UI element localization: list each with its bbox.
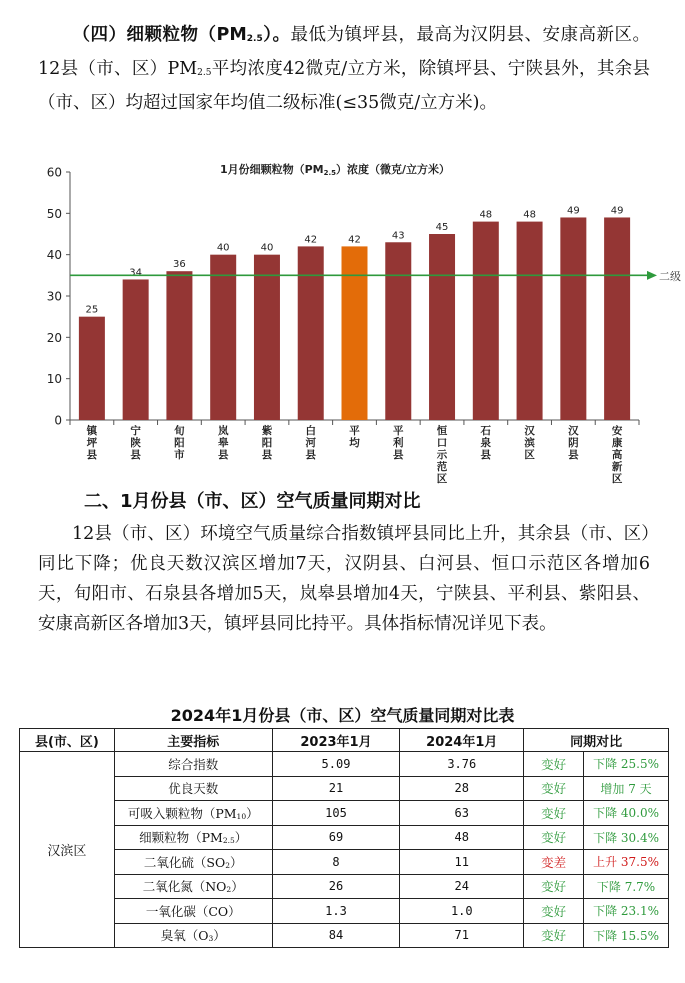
data-label: 25 <box>85 304 99 316</box>
category-label: 石泉县 <box>480 425 492 461</box>
comparison-table <box>19 728 669 948</box>
bar <box>342 246 368 420</box>
category-label: 平利县 <box>393 425 404 461</box>
bar <box>166 271 192 420</box>
bar <box>560 217 586 420</box>
header-2024: 2024年1月 <box>400 729 524 752</box>
chart-title: 1月份细颗粒物（PM2.5）浓度（微克/立方米） <box>219 163 451 177</box>
table-row <box>20 874 669 899</box>
section-heading-comparison: 二、1月份县（市、区）空气质量同期对比 <box>84 491 421 512</box>
data-label: 45 <box>435 222 449 233</box>
data-label: 40 <box>260 242 274 254</box>
change-cell: 下降 7.7% <box>584 874 669 899</box>
category-label: 汉滨区 <box>524 425 535 461</box>
y-tick-label: 20 <box>46 330 62 345</box>
reference-arrow <box>647 271 657 280</box>
table-title: 2024年1月份县（市、区）空气质量同期对比表 <box>170 706 515 725</box>
indicator-name: 二氧化硫$(SO_2)$ <box>114 850 272 875</box>
data-label: 48 <box>523 209 536 221</box>
change-cell: 增加 7 天 <box>584 776 669 801</box>
category-label: 恒口示范区 <box>436 425 448 485</box>
value-2024: 1.0 <box>400 899 524 924</box>
table-header-row <box>20 729 669 752</box>
trend-cell: 变好 <box>524 899 584 924</box>
value-2024: 24 <box>400 874 524 899</box>
pm25-paragraph <box>38 20 650 118</box>
table-row <box>20 850 669 875</box>
data-label: 40 <box>216 242 230 254</box>
category-label: 镇坪县 <box>86 425 98 461</box>
category-label: 平均 <box>349 425 360 449</box>
category-label: 紫阳县 <box>261 425 273 461</box>
indicator-name: 综合指数 <box>114 752 272 777</box>
bar <box>604 217 630 420</box>
value-2023: 5.09 <box>272 752 400 777</box>
trend-cell: 变好 <box>524 923 584 948</box>
change-cell: 下降 30.4% <box>584 825 669 850</box>
indicator-name: 细颗粒物$(PM_{2.5})$ <box>114 825 272 850</box>
comparison-paragraph: 12县（市、区）环境空气质量综合指数镇坪县同比上升，其余县（市、区）同比下降；优良天数汉滨区增加7天，汉阴县、白河县、恒口示范区各增加6天，旬阳市、石泉县各增加5天，岚皋县增加4天，宁陕县、平利县、紫阳县、安康高新区各增加3天，镇坪县同比持平。具体指标情况详见下表。 <box>38 524 650 634</box>
data-label: 42 <box>304 234 318 246</box>
table-row <box>20 776 669 801</box>
bar <box>517 222 543 420</box>
data-label: 43 <box>391 230 405 242</box>
table-row <box>20 923 669 948</box>
indicator-name: 臭氧$(O_3)$ <box>114 923 272 948</box>
category-label: 宁陕县 <box>130 425 141 461</box>
value-2023: 84 <box>272 923 400 948</box>
pm25-bar-chart <box>25 160 685 490</box>
trend-cell: 变差 <box>524 850 584 875</box>
data-label: 48 <box>479 209 493 221</box>
y-tick-label: 10 <box>46 372 62 387</box>
change-cell: 下降 25.5% <box>584 752 669 777</box>
bar <box>254 255 280 420</box>
value-2023: 26 <box>272 874 400 899</box>
bar <box>79 317 105 420</box>
data-label: 49 <box>610 205 624 217</box>
data-label: 49 <box>566 205 580 217</box>
value-2024: 71 <box>400 923 524 948</box>
value-2023: 8 <box>272 850 400 875</box>
bar <box>473 222 499 420</box>
table-row <box>20 825 669 850</box>
data-label: 34 <box>129 267 143 279</box>
change-cell: 下降 23.1% <box>584 899 669 924</box>
bar <box>298 246 324 420</box>
table-row <box>20 899 669 924</box>
indicator-name: 优良天数 <box>114 776 272 801</box>
y-tick-label: 30 <box>46 289 62 304</box>
y-tick-label: 50 <box>46 206 62 221</box>
category-label: 白河县 <box>305 425 316 461</box>
header-compare: 同期对比 <box>524 729 669 752</box>
y-tick-label: 60 <box>46 165 62 180</box>
reference-label: 二级 <box>659 269 681 283</box>
category-label: 汉阴县 <box>568 425 579 461</box>
header-2023: 2023年1月 <box>272 729 400 752</box>
table-row <box>20 801 669 826</box>
bar <box>210 255 236 420</box>
trend-cell: 变好 <box>524 752 584 777</box>
data-label: 42 <box>348 234 361 246</box>
category-label: 岚皋县 <box>217 425 229 461</box>
indicator-name: 一氧化碳（CO） <box>114 899 272 924</box>
value-2024: 3.76 <box>400 752 524 777</box>
change-cell: 下降 40.0% <box>584 801 669 826</box>
pm25-paragraph-text: 最低为镇坪县，最高为汉阴县、安康高新区。12县（市、区）$PM_{2.5}$平均浓度42微克/立方米，除镇坪县、宁陕县外，其余县（市、区）均超过国家年均值二级标准(≤35微克/立方米)。 <box>38 25 651 113</box>
value-2024: 11 <box>400 850 524 875</box>
header-indicator: 主要指标 <box>114 729 272 752</box>
value-2024: 63 <box>400 801 524 826</box>
y-tick-label: 40 <box>46 248 62 263</box>
header-county: 县(市、区) <box>20 729 115 752</box>
trend-cell: 变好 <box>524 776 584 801</box>
category-label: 旬阳市 <box>174 425 185 461</box>
value-2023: 21 <box>272 776 400 801</box>
value-2023: 105 <box>272 801 400 826</box>
bar <box>123 279 149 420</box>
county-cell: 汉滨区 <box>20 752 115 948</box>
indicator-name: 二氧化氮$(NO_2)$ <box>114 874 272 899</box>
bar <box>385 242 411 420</box>
table-row <box>20 752 669 777</box>
value-2023: 69 <box>272 825 400 850</box>
category-label: 安康高新区 <box>611 425 623 485</box>
trend-cell: 变好 <box>524 825 584 850</box>
value-2023: 1.3 <box>272 899 400 924</box>
bar <box>429 234 455 420</box>
data-label: 36 <box>173 259 186 271</box>
trend-cell: 变好 <box>524 874 584 899</box>
indicator-name: 可吸入颗粒物$(PM_{10})$ <box>114 801 272 826</box>
pm25-section-title: （四）细颗粒物$(PM_{2.5})$。 <box>72 25 291 45</box>
change-cell: 上升 37.5% <box>584 850 669 875</box>
value-2024: 48 <box>400 825 524 850</box>
change-cell: 下降 15.5% <box>584 923 669 948</box>
trend-cell: 变好 <box>524 801 584 826</box>
y-tick-label: 0 <box>54 413 62 428</box>
value-2024: 28 <box>400 776 524 801</box>
